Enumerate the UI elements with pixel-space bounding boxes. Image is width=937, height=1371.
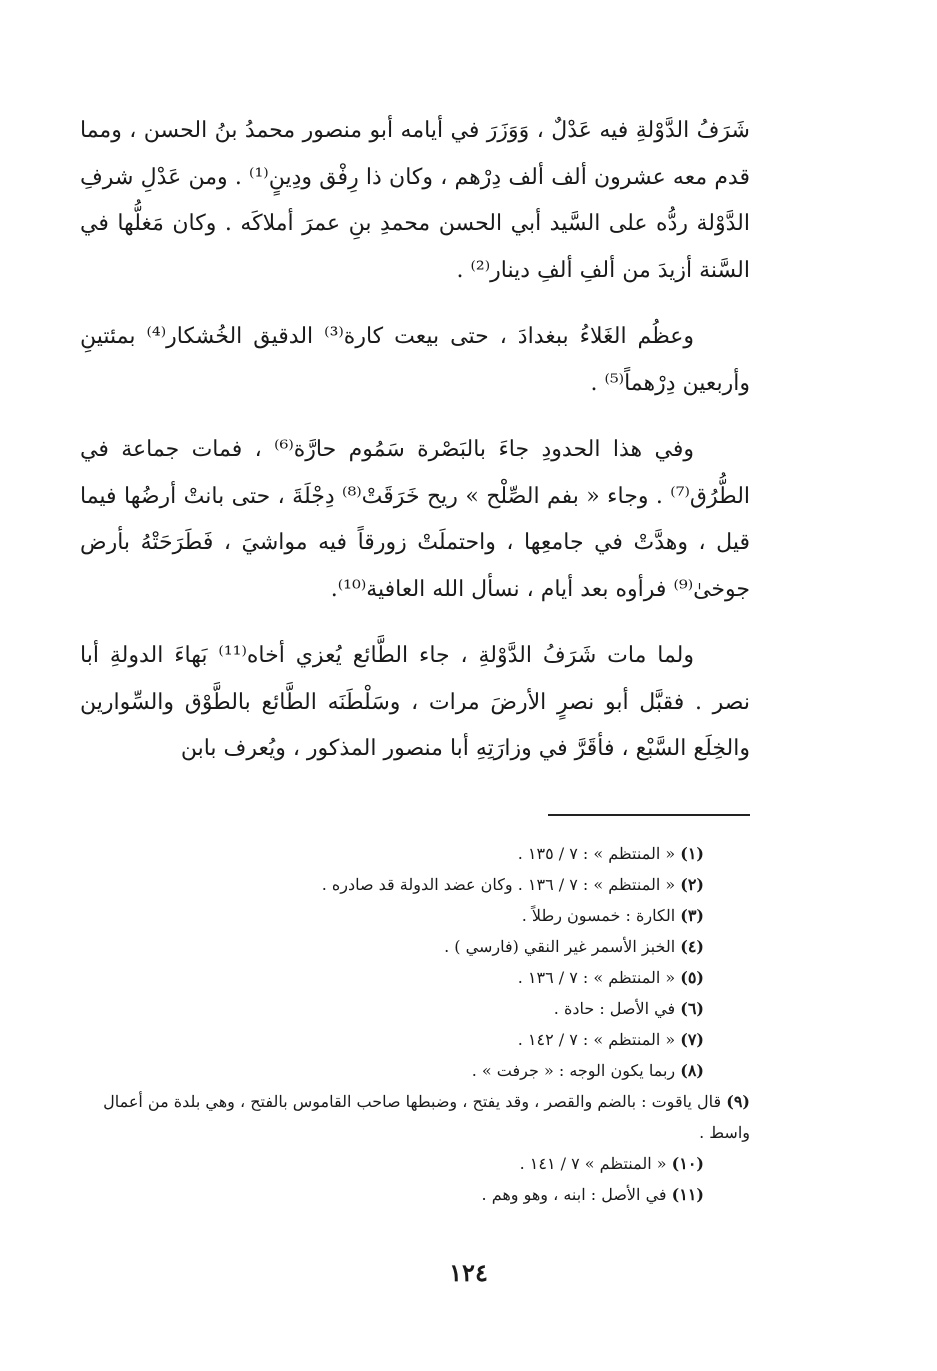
footnote-number: (١١) [671,1185,704,1204]
footnote-text: « المنتظم » : ٧ / ١٣٥ . [517,844,676,863]
footnote-10 [80,1148,750,1179]
footnote-3 [80,900,750,931]
footnote-text: الخبز الأسمر غير النقي (فارسي ) . [444,937,676,956]
footnote-6 [80,993,750,1024]
footnote-8 [80,1055,750,1086]
paragraph-1: شَرَفُ الدَّوْلةِ فيه عَدْلٌ ، وَوَزَرَ في أيامه أبو منصور محمدُ بنُ الحسن ، ومما قدم معه عشرون ألف ألف دِرْهم ، وكان ذا رِفْق ودِينٍ⁽¹⁾ . ومن عَدْلِ شرفِ الدَّوْلة ردُّه على السَّيد أبي الحسن محمدِ بنِ عمرَ أملاكَه . وكان مَغلُّها في السَّنة أزيدَ من ألفِ ألفِ دينار⁽²⁾ . [80,118,751,283]
footnote-4 [80,931,750,962]
footnote-number: (٥) [680,968,704,987]
main-text [80,108,750,793]
footnote-number: (٦) [680,999,704,1018]
footnote-1 [80,838,750,869]
footnote-number: (٣) [680,906,704,925]
footnote-11 [80,1179,750,1210]
paragraph-4: ولما مات شَرَفُ الدَّوْلةِ ، جاء الطَّائع يُعزي أخاه⁽¹¹⁾ بَهاءَ الدولةِ أبا نصر . فقبَّل أبو نصرٍ الأرضَ مرات ، وسَلْطَنَه الطَّائع بالطَّوْق والسِّوارين والخِلَع السَّبْع ، فأقَرَّ في وزارَتِهِ أبا منصور المذكور ، ويُعرف بابن [80,643,750,761]
footnote-number: (٢) [680,875,704,894]
footnote-text: « المنتظم » ٧ / ١٤١ . [519,1154,667,1173]
footnote-7 [80,1024,750,1055]
footnote-text: ربما يكون الوجه : « جرفت » . [471,1061,676,1080]
footnote-text: في الأصل : ابنه ، وهو وهم . [481,1185,667,1204]
footnote-text: « المنتظم » : ٧ / ١٣٦ . وكان عضد الدولة قد صادره . [321,875,676,894]
paragraph-2: وعظُم الغَلاءُ ببغدادَ ، حتى بيعت كارة⁽³⁾ الدقيق الخُشكار⁽⁴⁾ بمئتينِ وأربعين دِرْهماً⁽⁵⁾ . [80,324,750,396]
footnote-number: (١٠) [671,1154,704,1173]
footnote-9 [80,1086,750,1148]
footnote-separator [548,814,750,816]
footnote-text: قال ياقوت : بالضم والقصر ، وقد يفتح ، وضبطها صاحب القاموس بالفتح ، وهي بلدة من أعمال واسط . [103,1092,750,1142]
footnote-text: « المنتظم » : ٧ / ١٤٢ . [517,1030,676,1049]
footnote-text: في الأصل : حادة . [553,999,676,1018]
footnote-number: (٨) [680,1061,704,1080]
footnote-number: (١) [680,844,704,863]
footnote-number: (٧) [680,1030,704,1049]
paragraph-3: وفي هذا الحدودِ جاءَ بالبَصْرة سَمُوم حارَّة⁽⁶⁾ ، فمات جماعة في الطُّرُق⁽⁷⁾ . وجاء « بفم الصِّلْح » ريح خَرَقَتْ⁽⁸⁾ دِجْلَةَ ، حتى بانتْ أرضُها فيما قيل ، وهدَّتْ في جامعِها ، واحتملَتْ زورقاً فيه مواشيَ ، فَطَرَحَتْهُ بأرض جوخىٰ⁽⁹⁾ فرأوه بعد أيام ، نسأل الله العافية⁽¹⁰⁾. [80,437,751,602]
footnote-2 [80,869,750,900]
page-number: ١٢٤ [449,1258,488,1287]
footnotes [80,838,750,1210]
footnote-5 [80,962,750,993]
footnote-text: « المنتظم » : ٧ / ١٣٦ . [517,968,676,987]
footnote-number: (٤) [680,937,704,956]
footnote-text: الكارة : خمسون رطلاً . [521,906,676,925]
footnote-number: (٩) [726,1092,750,1111]
